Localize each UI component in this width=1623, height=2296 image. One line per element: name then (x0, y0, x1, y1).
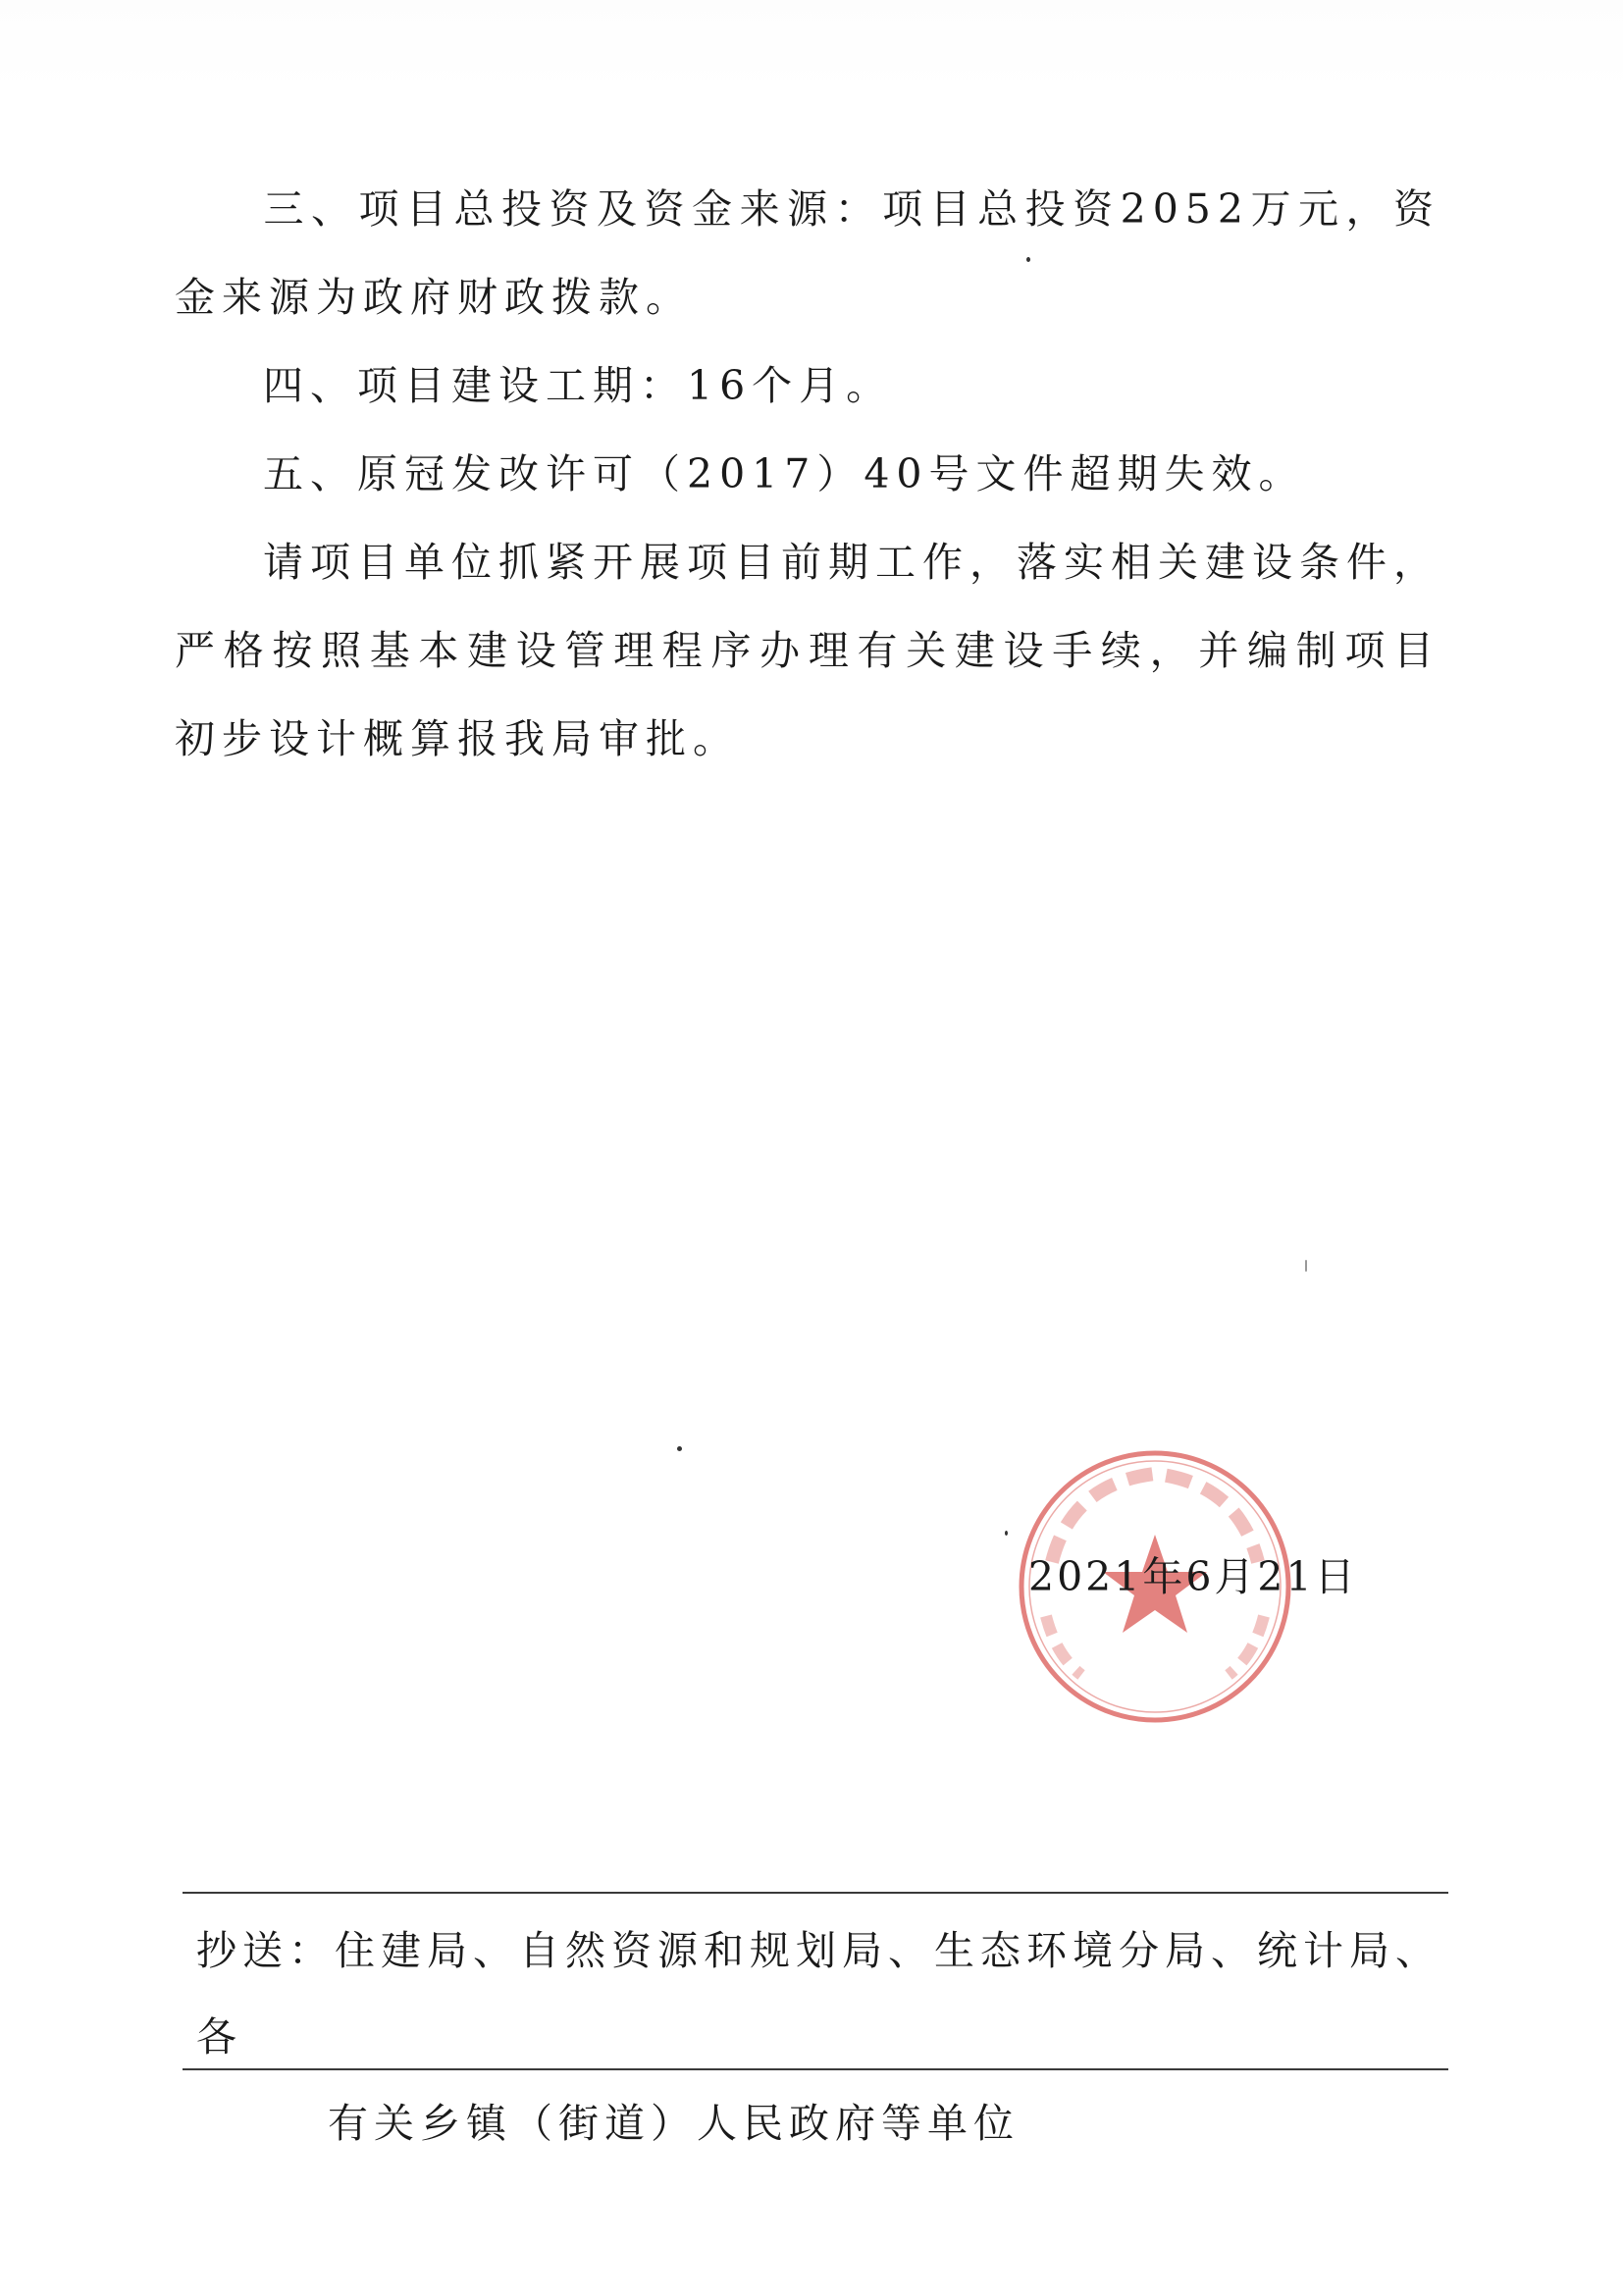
cc-block (196, 1907, 1442, 2166)
scan-speck (1026, 257, 1030, 262)
paragraph-expiry (175, 430, 1440, 518)
paragraph-instructions (175, 518, 1440, 783)
scan-speck (677, 1446, 682, 1451)
document-date: 2021年6月21日 (1028, 1553, 1358, 1600)
cc-recipients-line1: 住建局、自然资源和规划局、生态环境分局、统计局、各 (196, 1927, 1441, 2061)
paragraph-investment-text: 三、项目总投资及资金来源：项目总投资2052万元，资金来源为政府财政拨款。 (175, 185, 1440, 321)
paragraph-instructions-text: 请项目单位抓紧开展项目前期工作，落实相关建设条件，严格按照基本建设管理程序办理有关建设手续，并编制项目初步设计概算报我局审批。 (175, 539, 1440, 762)
cc-bottom-divider (183, 2068, 1448, 2070)
scan-speck (1305, 1260, 1307, 1272)
cc-recipients-line2: 有关乡镇（街道）人民政府等单位 (328, 2100, 1020, 2147)
paragraph-expiry-text: 五、原冠发改许可（2017）40号文件超期失效。 (263, 450, 1306, 497)
paragraph-investment (175, 165, 1440, 341)
scan-speck (1005, 1531, 1008, 1536)
paragraph-construction-period-text: 四、项目建设工期：16个月。 (263, 362, 894, 409)
cc-top-divider (183, 1892, 1448, 1894)
paragraph-construction-period (175, 341, 1440, 430)
cc-label: 抄送： (196, 1927, 335, 1974)
